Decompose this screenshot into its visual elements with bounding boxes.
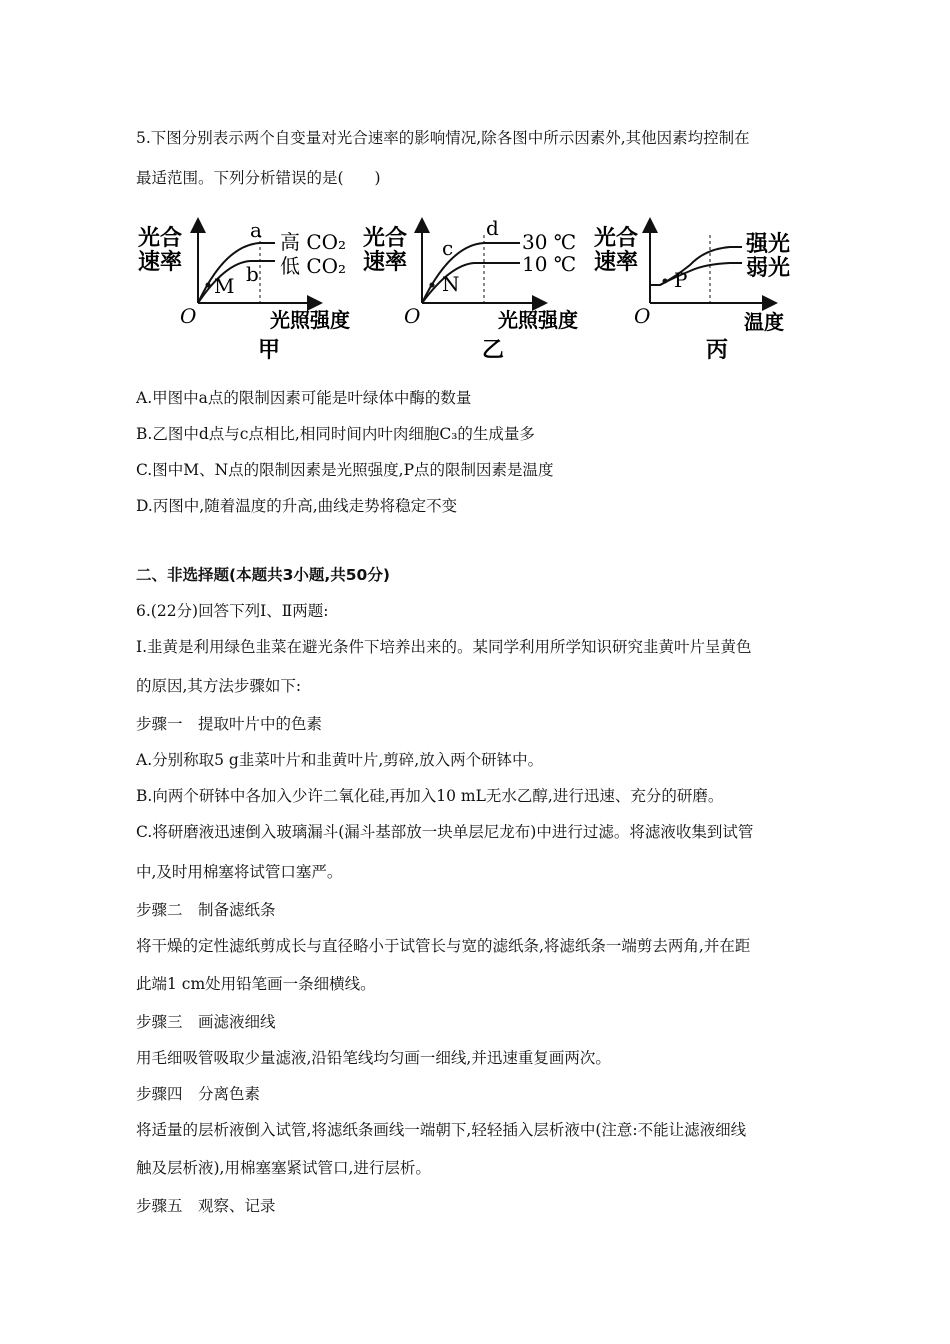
- step-3-title: 步骤三 画滤液细线: [136, 1013, 276, 1031]
- bing-point-p: [663, 279, 668, 284]
- yi-point-c-label: c: [442, 236, 454, 260]
- option-a: A.甲图中a点的限制因素可能是叶绿体中酶的数量: [136, 389, 472, 407]
- yi-ylabel-top: 光合: [363, 226, 408, 251]
- option-d: D.丙图中,随着温度的升高,曲线走势将稳定不变: [136, 497, 458, 515]
- question-6-stem: 6.(22分)回答下列Ⅰ、Ⅱ两题:: [136, 602, 329, 620]
- step-5-title: 步骤五 观察、记录: [136, 1197, 276, 1215]
- bing-caption: 丙: [706, 338, 729, 363]
- jia-point-m-label: M: [214, 274, 235, 298]
- yi-ylabel-bottom: 速率: [363, 250, 408, 275]
- question-5-stem-line-1: 5.下图分别表示两个自变量对光合速率的影响情况,除各图中所示因素外,其他因素均控制在: [136, 129, 750, 147]
- jia-point-m: [206, 283, 211, 288]
- chart-bing: [594, 225, 790, 363]
- bing-ylabel-bottom: 速率: [594, 250, 639, 275]
- jia-ylabel-top: 光合: [138, 226, 183, 251]
- jia-point-a-label: a: [250, 218, 262, 242]
- step-1-c-line-2: 中,及时用棉塞将试管口塞严。: [136, 863, 343, 881]
- yi-point-n-label: N: [442, 272, 460, 296]
- step-2-line-1: 将干燥的定性滤纸剪成长与直径略小于试管长与宽的滤纸条,将滤纸条一端剪去两角,并在距: [136, 937, 751, 955]
- step-2-title: 步骤二 制备滤纸条: [136, 901, 276, 919]
- bing-point-p-label: P: [674, 268, 688, 292]
- step-1-title: 步骤一 提取叶片中的色素: [136, 715, 323, 733]
- jia-ylabel-bottom: 速率: [138, 250, 183, 275]
- yi-curve-10: [422, 263, 520, 303]
- bing-curve-strong-label: 强光: [746, 232, 791, 257]
- step-3-line-1: 用毛细吸管吸取少量滤液,沿铅笔线均匀画一细线,并迅速重复画两次。: [136, 1049, 611, 1067]
- jia-caption: 甲: [258, 338, 281, 363]
- photosynthesis-rate-figure: [130, 215, 820, 365]
- yi-curve-30: [422, 243, 520, 303]
- chart-jia: [138, 218, 350, 363]
- question-6-intro-line-1: Ⅰ.韭黄是利用绿色韭菜在避光条件下培养出来的。某同学利用所学知识研究韭黄叶片呈黄色: [136, 638, 752, 656]
- option-c: C.图中M、N点的限制因素是光照强度,P点的限制因素是温度: [136, 461, 554, 479]
- yi-curve-30-label: 30 ℃: [522, 230, 577, 254]
- yi-point-d-label: d: [486, 216, 499, 240]
- bing-origin: O: [634, 304, 651, 328]
- chart-yi: [363, 216, 578, 363]
- yi-curve-10-label: 10 ℃: [522, 252, 577, 276]
- section-2-heading: 二、非选择题(本题共3小题,共50分): [136, 566, 390, 584]
- jia-point-b-label: b: [246, 262, 259, 286]
- step-4-line-1: 将适量的层析液倒入试管,将滤纸条画线一端朝下,轻轻插入层析液中(注意:不能让滤液细线: [136, 1121, 747, 1139]
- bing-curve-weak-label: 弱光: [746, 256, 791, 281]
- yi-origin: O: [404, 304, 421, 328]
- yi-xlabel: 光照强度: [498, 308, 578, 332]
- option-b: B.乙图中d点与c点相比,相同时间内叶肉细胞C₃的生成量多: [136, 425, 535, 443]
- bing-xlabel: 温度: [744, 310, 784, 334]
- jia-curve-high-label: 高 CO₂: [280, 230, 347, 254]
- step-4-title: 步骤四 分离色素: [136, 1085, 261, 1103]
- question-5-stem-line-2: 最适范围。下列分析错误的是( ): [136, 169, 381, 187]
- step-1-b: B.向两个研钵中各加入少许二氧化硅,再加入10 mL无水乙醇,进行迅速、充分的研磨。: [136, 787, 724, 805]
- jia-xlabel: 光照强度: [270, 308, 350, 332]
- bing-ylabel-top: 光合: [594, 226, 639, 251]
- step-1-a: A.分别称取5 g韭菜叶片和韭黄叶片,剪碎,放入两个研钵中。: [136, 751, 544, 769]
- step-1-c-line-1: C.将研磨液迅速倒入玻璃漏斗(漏斗基部放一块单层尼龙布)中进行过滤。将滤液收集到试管: [136, 823, 754, 841]
- yi-point-n: [430, 283, 435, 288]
- question-6-intro-line-2: 的原因,其方法步骤如下:: [136, 677, 302, 695]
- jia-origin: O: [180, 304, 197, 328]
- step-4-line-2: 触及层析液),用棉塞塞紧试管口,进行层析。: [136, 1159, 431, 1177]
- yi-caption: 乙: [482, 338, 505, 363]
- step-2-line-2: 此端1 cm处用铅笔画一条细横线。: [136, 975, 376, 993]
- jia-curve-high: [198, 243, 275, 303]
- jia-curve-low-label: 低 CO₂: [280, 254, 347, 278]
